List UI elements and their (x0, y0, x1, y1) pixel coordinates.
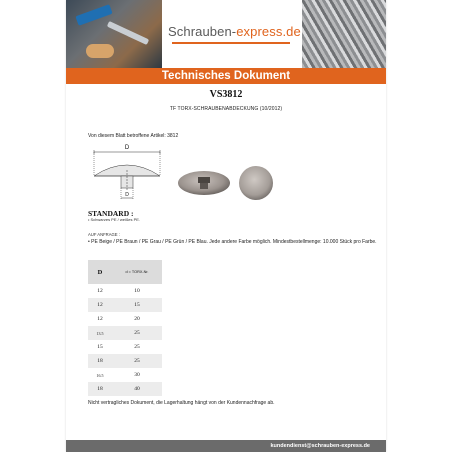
standard-heading: STANDARD : (88, 209, 134, 218)
drawing-label-top: D (124, 145, 130, 151)
product-photo (170, 163, 280, 203)
technical-drawing (88, 140, 168, 204)
table-header-torx: d = TORX-Nr. (112, 260, 162, 284)
table-cell: 12 (97, 288, 103, 294)
screws-photo (302, 0, 386, 68)
disclaimer-note: Nicht vertragliches Dokument, die Lagerhaltung hängt von der Kundennachfrage ab. (88, 400, 275, 406)
table-row (88, 340, 162, 354)
table-cell: 10 (134, 288, 140, 294)
footer-email-link[interactable]: kundendienst@schrauben-express.de (270, 443, 370, 449)
product-subtitle: TF TORX-SCHRAUBENABDECKUNG (10/2012) (169, 106, 283, 112)
logo-underline (172, 42, 290, 44)
table-cell: 16.5 (96, 372, 104, 378)
table-cell: 13.5 (88, 326, 112, 340)
affected-articles: Von diesem Blatt betroffene Artikel: 3812 (88, 133, 179, 139)
table-cell: 15 (112, 298, 162, 312)
table-cell: 18 (88, 382, 112, 396)
table-cell: 25 (112, 354, 162, 368)
footer-bar (66, 440, 386, 452)
table-row (88, 382, 162, 396)
table-cell: 40 (112, 382, 162, 396)
title-bar (66, 68, 386, 84)
company-logo (168, 24, 301, 39)
table-cell: 25 (112, 326, 162, 340)
on-request-heading: AUF ANFRAGE : (88, 232, 120, 237)
table-row (88, 312, 162, 326)
drawing-label-bottom: D (125, 192, 129, 198)
table-header-d: D (88, 260, 112, 284)
document-title: Technisches Dokument (161, 70, 291, 82)
table-cell: 12 (97, 316, 103, 322)
logo-text-part1: Schrauben- (168, 24, 237, 39)
document-page (66, 0, 386, 452)
table-row (88, 326, 162, 340)
tools-photo (66, 0, 162, 68)
cap-side-view (178, 171, 230, 195)
table-cell: 12 (88, 298, 112, 312)
header-banner (66, 0, 386, 68)
table-row (88, 284, 162, 298)
size-table (88, 260, 162, 396)
table-row (88, 354, 162, 368)
on-request-text: • PE Beige / PE Braun / PE Grau / PE Grün / PE Blau. Jede andere Farbe möglich. Mindestbestellmenge: 10.000 Stück pro Farbe. (88, 239, 377, 245)
article-code: VS3812 (209, 89, 243, 100)
table-cell: 30 (134, 372, 140, 378)
logo-text-part2: express.de (236, 24, 301, 39)
table-cell: 15 (97, 344, 103, 350)
table-cell: 25 (134, 344, 140, 350)
table-row (88, 298, 162, 312)
cap-top-view (239, 166, 273, 200)
table-header-row (88, 260, 162, 284)
table-row (88, 368, 162, 382)
table-cell: 18 (88, 354, 112, 368)
standard-text: • Schwarzes PE / weißes PE. (88, 217, 141, 222)
table-cell: 20 (134, 316, 140, 322)
